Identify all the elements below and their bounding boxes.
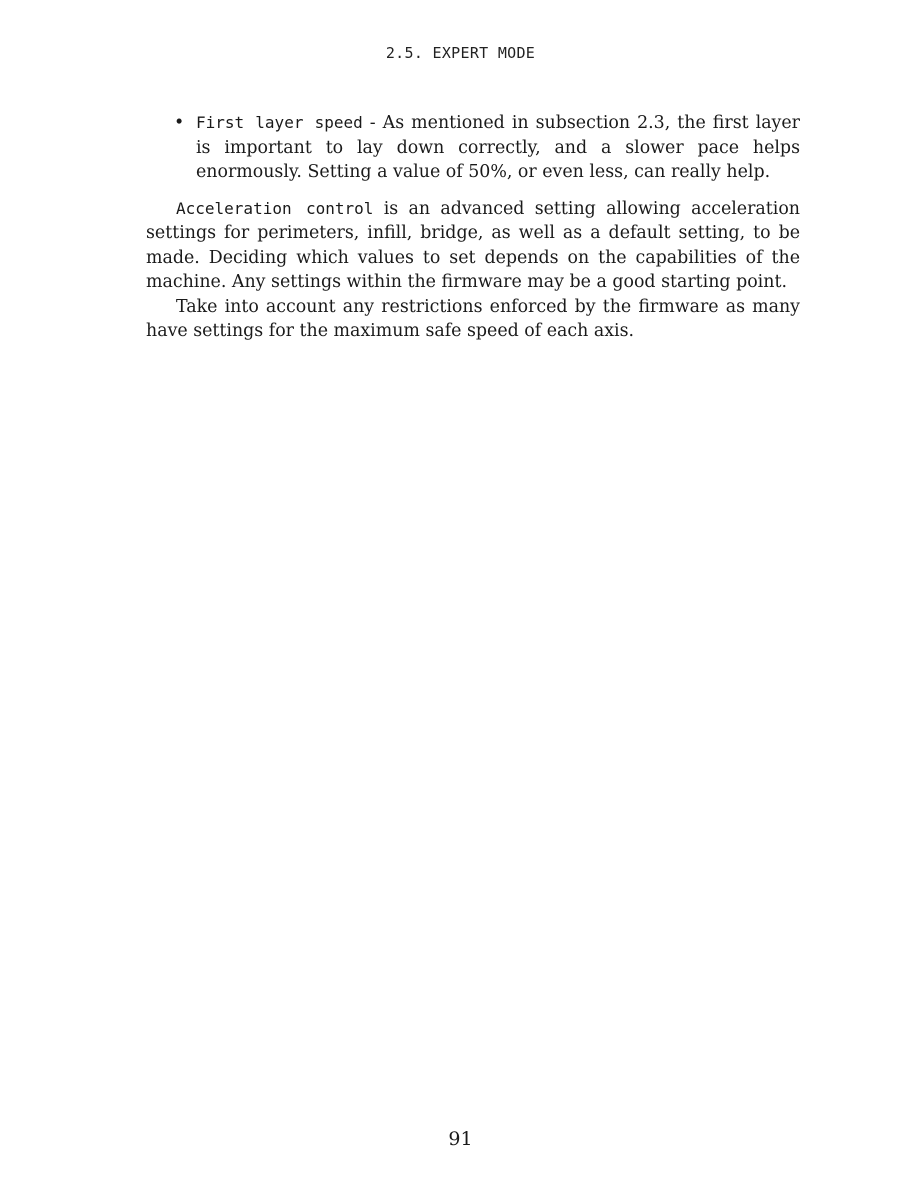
list-item bbox=[146, 111, 800, 185]
setting-term: First layer speed bbox=[196, 113, 363, 132]
paragraph-text: Take into account any restrictions enforced by the firmware as many have settings for the maximum safe speed of each axis. bbox=[146, 296, 800, 341]
page-body bbox=[146, 111, 800, 344]
bullet-text: - As mentioned in subsection 2.3, the first layer is important to lay down correctly, and a slower pace helps enormously. Setting a value of 50%, or even less, can really help. bbox=[196, 113, 800, 182]
paragraph bbox=[146, 295, 800, 344]
page-number: 91 bbox=[448, 1128, 473, 1150]
paragraph bbox=[146, 197, 800, 295]
bullet-marker: • bbox=[174, 113, 185, 133]
setting-term: Acceleration control bbox=[176, 198, 374, 218]
paragraph-text: is an advanced setting allowing acceleration settings for perimeters, infill, bridge, as well as a default setting, to be made. Deciding which values to set depends on the capabilities of the machine. Any settings within the firmware may be a good starting point. bbox=[146, 198, 800, 292]
running-header: 2.5. EXPERT MODE bbox=[385, 44, 536, 62]
